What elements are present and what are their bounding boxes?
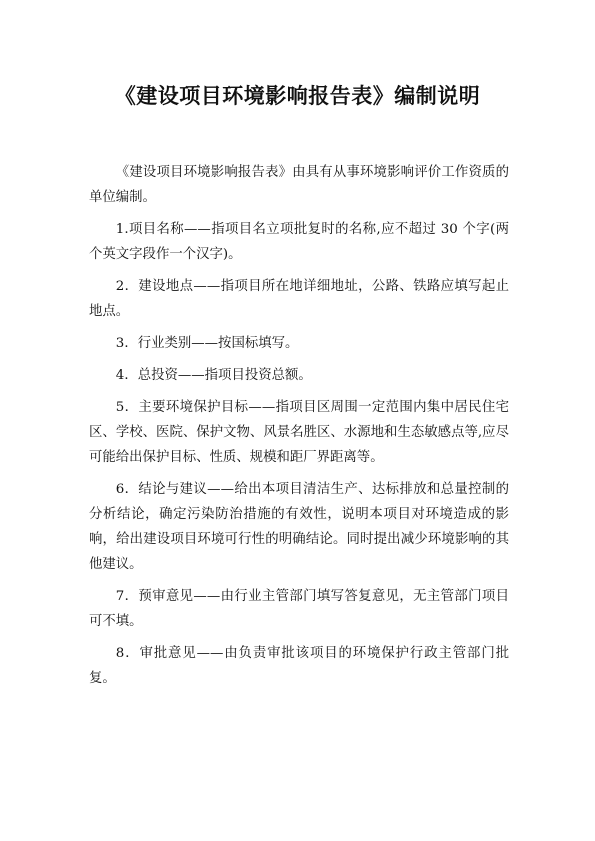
item-protection-targets: 5．主要环境保护目标——指项目区周围一定范围内集中居民住宅区、学校、医院、保护文物、风景名胜区、水源地和生态敏感点等,应尽可能给出保护目标、性质、规模和距厂界距离等。 [89,400,509,465]
document-body [89,160,509,698]
item-preliminary-review: 7．预审意见——由行业主管部门填写答复意见，无主管部门项目可不填。 [89,589,509,629]
page-title: 《建设项目环境影响报告表》编制说明 [114,84,481,108]
intro-paragraph: 《建设项目环境影响报告表》由具有从事环境影响评价工作资质的单位编制。 [89,165,509,205]
item-construction-site: 2．建设地点——指项目所在地详细地址，公路、铁路应填写起止地点。 [89,279,509,319]
item-conclusions: 6．结论与建议——给出本项目清洁生产、达标排放和总量控制的分析结论，确定污染防治措施的有效性，说明本项目对环境造成的影响，给出建设项目环境可行性的明确结论。同时提出减少环境影响的其他建议。 [89,482,509,572]
item-total-investment: 4．总投资——指项目投资总额。 [115,368,312,383]
item-project-name: 1.项目名称——指项目名立项批复时的名称,应不超过 30 个字(两个英文字段作一个汉字)。 [89,222,509,262]
item-industry-category: 3．行业类别——按国标填写。 [115,336,299,351]
item-approval-opinion: 8．审批意见——由负责审批该项目的环境保护行政主管部门批复。 [89,646,509,686]
